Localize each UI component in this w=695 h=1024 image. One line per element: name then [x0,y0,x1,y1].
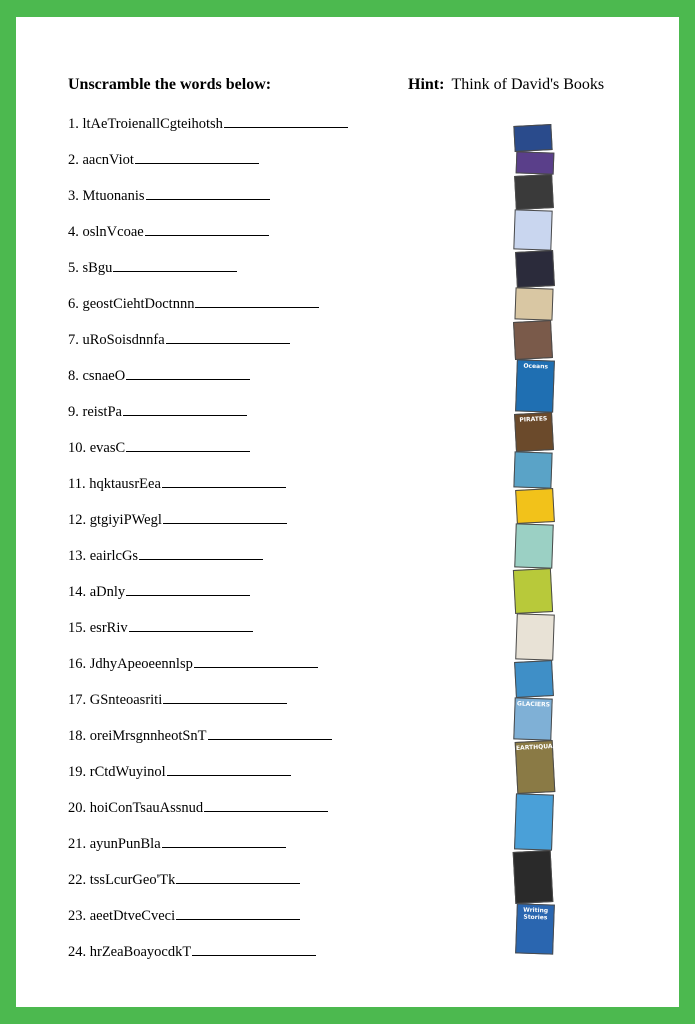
scrambled-word-item [68,869,348,905]
scrambled-word-item [68,797,348,833]
answer-blank[interactable] [208,725,332,740]
book-cover-image [514,287,553,320]
book-cover-image [514,660,554,698]
book-cover-image [514,793,554,850]
book-cover-image [515,488,555,524]
scrambled-word: 6. geostCiehtDoctnnn [68,296,195,312]
scrambled-word-item [68,329,348,365]
scrambled-word: 16. JdhyApeoeennlsp [68,656,193,672]
book-cover-image [513,124,552,152]
scrambled-word: 12. gtgiyiPWegl [68,512,162,528]
answer-blank[interactable] [204,797,328,812]
scrambled-word: 17. GSnteoasriti [68,692,163,708]
scrambled-word: 3. Mtuonanis [68,188,145,204]
scrambled-word-item [68,293,348,329]
scrambled-word-item [68,401,348,437]
answer-blank[interactable] [194,653,318,668]
book-cover-image [514,174,554,210]
scrambled-word: 20. hoiConTsauAssnud [68,800,204,816]
book-cover-title: EARTHQUAKES [515,742,566,752]
scrambled-word-item [68,473,348,509]
answer-blank[interactable] [195,293,319,308]
hint-label: Hint: [408,76,445,93]
book-cover-image [516,151,555,174]
book-cover-image [515,613,555,660]
answer-blank[interactable] [126,581,250,596]
scrambled-word-item [68,113,348,149]
scrambled-word-item [68,221,348,257]
scrambled-word-item [68,257,348,293]
answer-blank[interactable] [176,905,300,920]
scrambled-word: 9. reistPa [68,404,122,420]
scrambled-word: 15. esrRiv [68,620,128,636]
scrambled-word: 7. uRoSoisdnnfa [68,332,165,348]
scrambled-word: 11. hqktausrEea [68,476,161,492]
answer-blank[interactable] [166,329,290,344]
answer-blank[interactable] [163,689,287,704]
scrambled-word-item [68,905,348,941]
worksheet [16,17,679,1007]
scrambled-word: 23. aeetDtveCveci [68,908,176,924]
scrambled-word-item [68,545,348,581]
book-cover-image [515,740,566,794]
scrambled-word: 24. hrZeaBoayocdkT [68,944,192,960]
answer-blank[interactable] [126,437,250,452]
word-list [68,113,348,977]
book-cover-stack [514,125,566,955]
answer-blank[interactable] [176,869,300,884]
book-cover-image [513,697,552,740]
scrambled-word-item [68,581,348,617]
answer-blank[interactable] [123,401,247,416]
book-cover-title: Writing Stories [523,906,549,922]
answer-blank[interactable] [126,365,250,380]
answer-blank[interactable] [224,113,348,128]
book-cover-title: Oceans [523,362,549,371]
answer-blank[interactable] [145,221,269,236]
worksheet-heading: Unscramble the words below: [68,76,272,93]
hint-text: Think of David's Books [451,76,605,93]
scrambled-word: 13. eairlcGs [68,548,139,564]
answer-blank[interactable] [167,761,291,776]
scrambled-word-item [68,185,348,221]
hint [408,76,604,94]
answer-blank[interactable] [162,833,286,848]
book-cover-image [513,451,552,488]
book-cover-image [515,250,555,288]
scrambled-word-item [68,437,348,473]
scrambled-word-item [68,653,348,689]
answer-blank[interactable] [139,545,263,560]
scrambled-word: 18. oreiMrsgnnheotSnT [68,728,207,744]
book-cover-title: GLACIERS [516,700,551,709]
scrambled-word: 14. aDnly [68,584,126,600]
book-cover-image [513,320,553,360]
book-cover-image [514,523,554,568]
scrambled-word-item [68,365,348,401]
book-cover-title: PIRATES [519,415,548,424]
book-cover-image [515,359,555,412]
scrambled-word-item [68,149,348,185]
scrambled-word-item [68,725,348,761]
answer-blank[interactable] [162,473,286,488]
scrambled-word: 5. sBgu [68,260,113,276]
book-cover-image [515,903,555,954]
scrambled-word-item [68,617,348,653]
answer-blank[interactable] [146,185,270,200]
scrambled-word: 1. ltAeTroienallCgteihotsh [68,116,223,132]
answer-blank[interactable] [135,149,259,164]
scrambled-word: 2. aacnViot [68,152,134,168]
scrambled-word: 10. evasC [68,440,126,456]
answer-blank[interactable] [129,617,253,632]
scrambled-word-item [68,509,348,545]
answer-blank[interactable] [163,509,287,524]
scrambled-word: 21. ayunPunBla [68,836,161,852]
answer-blank[interactable] [192,941,316,956]
scrambled-word: 19. rCtdWuyinol [68,764,166,780]
scrambled-word-item [68,941,348,977]
answer-blank[interactable] [113,257,237,272]
scrambled-word-item [68,833,348,869]
scrambled-word: 4. oslnVcoae [68,224,144,240]
book-cover-image [513,209,552,250]
book-cover-image [513,850,554,904]
scrambled-word-item [68,689,348,725]
book-cover-image [514,412,554,452]
book-cover-image [513,568,553,614]
scrambled-word: 8. csnaeO [68,368,126,384]
scrambled-word-item [68,761,348,797]
scrambled-word: 22. tssLcurGeo'Tk [68,872,176,888]
